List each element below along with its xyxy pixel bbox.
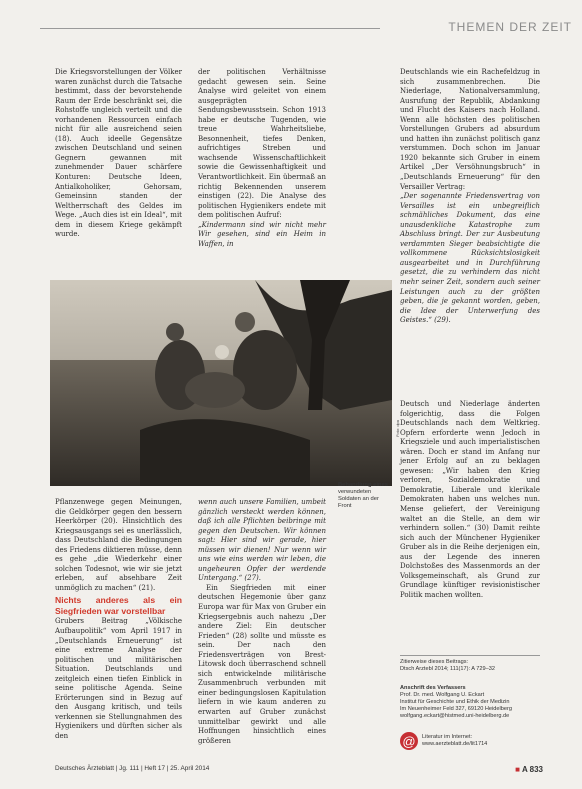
citation-line: Zitierweise dieses Beitrags: bbox=[400, 659, 469, 665]
online-literature bbox=[400, 730, 540, 752]
page-number: ■ A 833 bbox=[515, 765, 543, 774]
column-3-top bbox=[400, 68, 540, 325]
online-label: Literatur im Internet: bbox=[422, 734, 473, 740]
photo-credit: Foto: dpa bbox=[395, 420, 400, 437]
divider bbox=[400, 655, 540, 656]
body-paragraph: Ein Siegfrieden mit einer deutschen Hegemonie über ganz Europa war für Max von Gruber ein Kriegsergebnis auch nahezu „Der andere Ziel: Ein deutscher Frieden“ (28) sollte und müsste es sein. Der nach den Friedensverträgen von Brest-Litowsk doch überraschend schnell sich entwickelnde militärische Zusammenbruch verbunden mit einer bedingungslosen Kapitulation liefern in wie kaum anderen zu erwarten auf Gruber zunächst unmittelbar gewirkt und alle Hoffnungen hinsichtlich eines größeren bbox=[198, 583, 326, 745]
author-title: Anschrift des Verfassers bbox=[400, 685, 466, 691]
quote-paragraph: „Kindermann sind wir nicht mehr Wir gesehen, sind ein Heim in Waffen, in bbox=[198, 220, 326, 248]
author-line: Prof. Dr. med. Wolfgang U. Eckart bbox=[400, 692, 485, 698]
war-photo bbox=[50, 280, 392, 486]
quote-paragraph: wenn auch unsere Familien, umbeit gänzlich versteckt werden können, daß ich alle Pflichten beibringe mit gegen den Deutschen. Wir können sagt: Hier sind wir gerade, hier müssen wir dienen! Nur wenn wir uns wie eins werden wir leben, die ungeheuren Opfer der werdende Untergang.“ (27). bbox=[198, 498, 326, 583]
online-text bbox=[422, 734, 487, 748]
quote-paragraph: „Der sogenannte Friedensvertrag von Versailles ist ein unbegreiflich schmähliches Dokument, das eine unausdenkliche Katastrophe zum Abschluss bringt. Der zur Ausbeutung verdammten Sieger beabsichtigte die vollkommene Rücksichtslosigkeit ausgearbeitet und in Durchführung gesetzt, die zu verhindern das nicht mehr seiner Zeit, sondern auch seiner Leistungen auch zu der größten geben, die je gekannt worden, geben, die Idee der Unterwerfung des Geistes.“ (29). bbox=[400, 192, 540, 325]
body-paragraph: Die Kriegsvorstellungen der Völker waren zunächst durch die Tatsache bestimmt, dass der bevorstehende Raum der Erde beschränkt sei, die Rohstoffe ungleich verteilt und die vorhandenen Ressourcen einfach nicht für alle ausreichend seien (18). Auch ideelle Gegensätze zwischen Deutschland und seinen Gegnern gewannen mit zunehmender Dauer schärfere Konturen: Deutsche Ideen, Antialkoholiker, Gehorsam, Gemeinsinn standen der Weltherrschaft des Geldes im Wege. „Auch dies ist ein Ideal“, mit dem in diesem Kriege gekämpft wurde. bbox=[55, 68, 182, 239]
online-link[interactable]: www.aerzteblatt.de/lit1714 bbox=[422, 741, 488, 747]
body-paragraph: Deutsch und Niederlage änderten folgerichtig, dass die Folgen Deutschlands nach dem Weltkrieg. Opfern erforderte wenn Jedoch in Kriegsziele und auch imperialistischen wären. Doch er stand im Anfang nur jener Erfolg auf an zu beklagen gewesen: „Wir haben den Krieg verloren, Sozialdemokratie und Demokratie, Liberale und klerikale Demokraten haben uns welches nun. Mense geliefert, der Vereinigung waltet an die Stelle, an dem wir verhindern sollen.“ (30) Damit reihte sich auch der Münchener Hygieniker Gruber als in die Reihe derjenigen ein, aus der Legende des inneren Dolchstoßes des Massenmords an der Volksgemeinschaft, als Grund zur Grundlage künftiger revisionistischer Politik machen wollten. bbox=[400, 400, 540, 599]
at-icon: @ bbox=[400, 732, 418, 750]
caption-title: Behandlung eines bbox=[338, 482, 388, 488]
page-footer bbox=[55, 765, 543, 774]
body-paragraph: Pflanzenwege gegen Meinungen, die Geldkörper gegen den bessern Heerkörper (20). Hinsichtlich des Kriegsausgangs sei es unerlässlich, dass Deutschland die Bedingungen des Friedens diktieren müsse, denn es gehe „die Wiederkehr einer solchen Todesnot, wie wir sie jetzt erleben, auf absehbare Zeit unmöglich zu machen“ (21). bbox=[55, 498, 182, 592]
column-1-bottom bbox=[55, 498, 182, 763]
column-2-bottom bbox=[198, 498, 326, 763]
author-line: Im Neuenheimer Feld 327, 69120 Heidelberg bbox=[400, 706, 512, 712]
author-line: Institut für Geschichte und Ethik der Medizin bbox=[400, 699, 510, 705]
column-3-bottom bbox=[400, 400, 540, 642]
section-title: THEMEN DER ZEIT bbox=[448, 20, 572, 34]
body-paragraph: Deutschlands wie ein Rachefeldzug in sich zusammenbrechen. Die Niederlage, Nationalversammlung, Ausrufung der Republik, Abdankung und Flucht des Kaisers nach Holland. Wenn alle höchsten des politischen Vorstellungen Grubers ad absurdum und hatten ihn zunächst politisch ganz verstummen. Doch schon im Januar 1920 bekannte sich Gruber in einem Artikel „Der Versöhnungsbruch“ in „Deutschlands Erneuerung“ für den Versailler Vertrag: bbox=[400, 68, 540, 191]
column-1-top bbox=[55, 68, 182, 240]
body-paragraph: der politischen Verhältnisse gedacht gewesen sein. Seine Analyse wird geleitet von einem ausgeprägten Sendungsbewusstsein. Schon 1913 habe er deutsche Tugenden, wie treue Wahrheitsliebe, Besonnenheit, tiefes Denken, aufrichtiges Streben und wachsende Wissenschaftlichkeit sowie die Gewissenhaftigkeit und Verantwortlichkeit. Ein übermaß an richtig Bekennenden unserem einstigen (22). Die Analyse des politischen Hygienikers endete mit dem politischen Aufruf: bbox=[198, 68, 326, 220]
column-2-top bbox=[198, 68, 326, 249]
author-address bbox=[400, 685, 540, 720]
footer-source: Deutsches Ärzteblatt | Jg. 111 | Heft 17 | 25. April 2014 bbox=[55, 765, 210, 772]
author-email[interactable]: wolfgang.eckart@histmed.uni-heidelberg.de bbox=[400, 713, 510, 719]
subheading: Nichts anderes als ein Siegfrieden war vorstellbar bbox=[55, 595, 182, 616]
caption-text: verwundeten Soldaten an der Front bbox=[338, 489, 379, 509]
citation-note bbox=[400, 652, 540, 673]
photo-caption bbox=[338, 482, 394, 510]
body-paragraph: Grubers Beitrag „Völkische Aufbaupolitik“ vom April 1917 in „Deutschlands Erneuerung“ ist eine extreme Analyse der politischen und militärischen Situation. Deutschlands und zeitgleich einen tiefen Einblick in seine politische Agenda. Seine Erörterungen sind in Bezug auf den Ausgang kritisch, und teils verkennen sie Stellungnahmen des Hygienikers und dürften sicher als den bbox=[55, 617, 182, 741]
citation-line: Dtsch Arztebl 2014; 111(17): A 729–32 bbox=[400, 666, 495, 672]
header-rule bbox=[40, 28, 380, 29]
